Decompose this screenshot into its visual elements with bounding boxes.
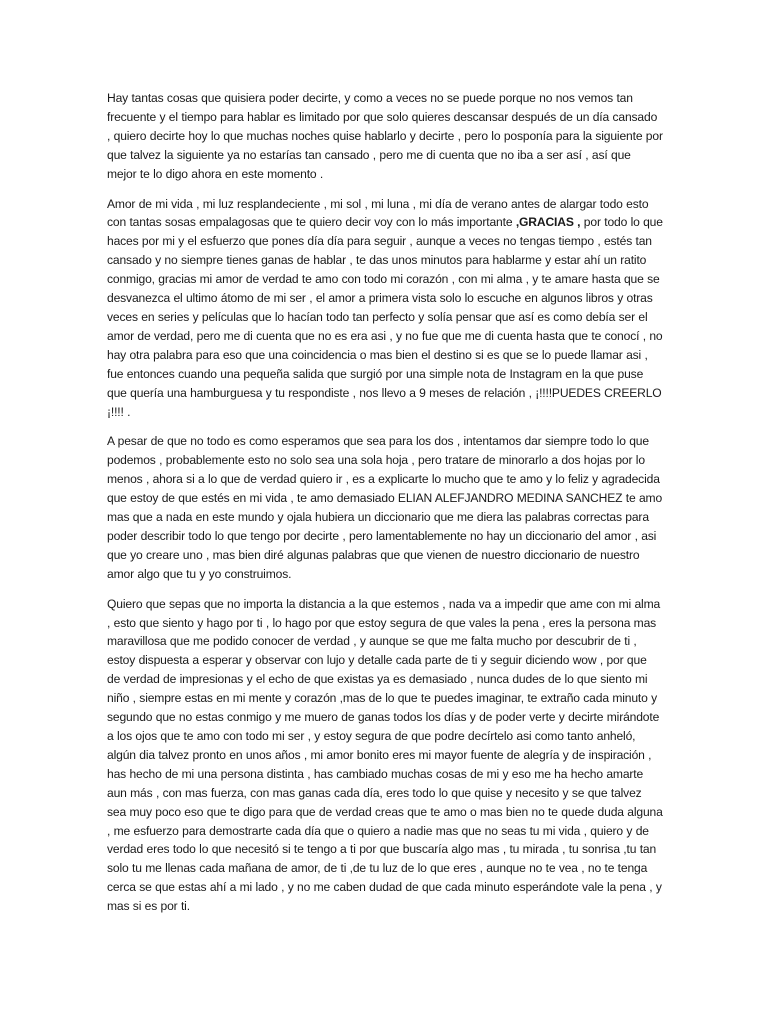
letter-body bbox=[107, 89, 663, 927]
paragraph-1: Hay tantas cosas que quisiera poder decirte, y como a veces no se puede porque no nos vemos tan frecuente y el tiempo para hablar es limitado por que solo quieres descansar después de un día cansado , quiero decirte hoy lo que muchas noches quise hablarlo y decirte , pero lo posponía para la siguiente por que talvez la siguiente ya no estarías tan cansado , pero me di cuenta que no iba a ser así , así que mejor te lo digo ahora en este momento . bbox=[107, 91, 663, 181]
paragraph-2-text-end: por todo lo que haces por mi y el esfuerzo que pones día día para seguir , aunque a veces no tengas tiempo , estés tan cansado y no siempre tienes ganas de hablar , te das unos minutos para hablarme y estar ahí un ratito conmigo, gracias mi amor de verdad te amo con todo mi corazón , con mi alma , y te amare hasta que se desvanezca el ultimo átomo de mi ser , el amor a primera vista solo lo escuche en algunos libros y otras veces en series y películas que lo hacían todo tan perfecto y solía pensar que así es como debía ser el amor de verdad, pero me di cuenta que no es era asi , y no fue que me di cuenta hasta que te conocí , no hay otra palabra para eso que una coincidencia o mas bien el destino si es que se lo puede llamar asi , fue entonces cuando una pequeña salida que surgió por una simple nota de Instagram en la que puse que quería una hamburguesa y tu respondiste , nos llevo a 9 meses de relación , ¡!!!!PUEDES CREERLO ¡!!!! . bbox=[107, 215, 663, 419]
paragraph-4: Quiero que sepas que no importa la distancia a la que estemos , nada va a impedir que ame con mi alma , esto que siento y hago por ti , lo hago por que estoy segura de que vales la pena , eres la persona mas maravillosa que me podido conocer de verdad , y aunque se que me falta mucho por descubrir de ti , estoy dispuesta a esperar y observar con lujo y detalle cada parte de ti y seguir diciendo wow , por que de verdad de impresionas y el echo de que existas ya es demasiado , nunca dudes de lo que siento mi niño , siempre estas en mi mente y corazón ,mas de lo que te puedes imaginar, te extraño cada minuto y segundo que no estas conmigo y me muero de ganas todos los días y de poder verte y decirte mirándote a los ojos que te amo con todo mi ser , y estoy segura de que podre decírtelo asi como tanto anheló, algún dia talvez pronto en unos años , mi amor bonito eres mi mayor fuente de alegría y de inspiración , has hecho de mi una persona distinta , has cambiado muchas cosas de mi y eso me ha hecho amarte aun más , con mas fuerza, con mas ganas cada día, eres todo lo que quise y necesito y se que talvez sea muy poco eso que te digo para que de verdad creas que te amo o mas bien no te quede duda alguna , me esfuerzo para demostrarte cada día que o quiero a nadie mas que no seas tu mi vida , quiero y de verdad eres todo lo que necesitó si te tengo a ti por que buscaría algo mas , tu mirada , tu sonrisa ,tu tan solo tu me llenas cada mañana de amor, de ti ,de tu luz de lo que eres , aunque no te vea , no te tenga cerca se que estas ahí a mi lado , y no me caben dudad de que cada minuto esperándote vale la pena , y mas si es por ti. bbox=[107, 596, 663, 914]
paragraph-2 bbox=[107, 195, 663, 422]
paragraph-2-text-start: Amor de mi vida , mi luz resplandeciente , mi sol , mi luna , mi día de verano antes de alargar todo esto con tantas sosas empalagosas que te quiero decir voy con lo más importante bbox=[107, 196, 649, 230]
paragraph-3: A pesar de que no todo es como esperamos que sea para los dos , intentamos dar siempre todo lo que podemos , probablemente esto no solo sea una sola hoja , pero tratare de minorarlo a dos hojas por lo menos , ahora si a lo que de verdad quiero ir , es a explicarte lo mucho que te amo y lo feliz y agradecida que estoy de que estés en mi vida , te amo demasiado ELIAN ALEFJANDRO MEDINA SANCHEZ te amo mas que a nada en este mundo y ojala hubiera un diccionario que me diera las palabras correctas para poder describir todo lo que tengo por decirte , pero lamentablemente no hay un diccionario del amor , asi que yo creare uno , mas bien diré algunas palabras que que vienen de nuestro diccionario de nuestro amor algo que tu y yo construimos. bbox=[107, 434, 663, 581]
gracias-bold-text: ,GRACIAS , bbox=[515, 215, 581, 230]
